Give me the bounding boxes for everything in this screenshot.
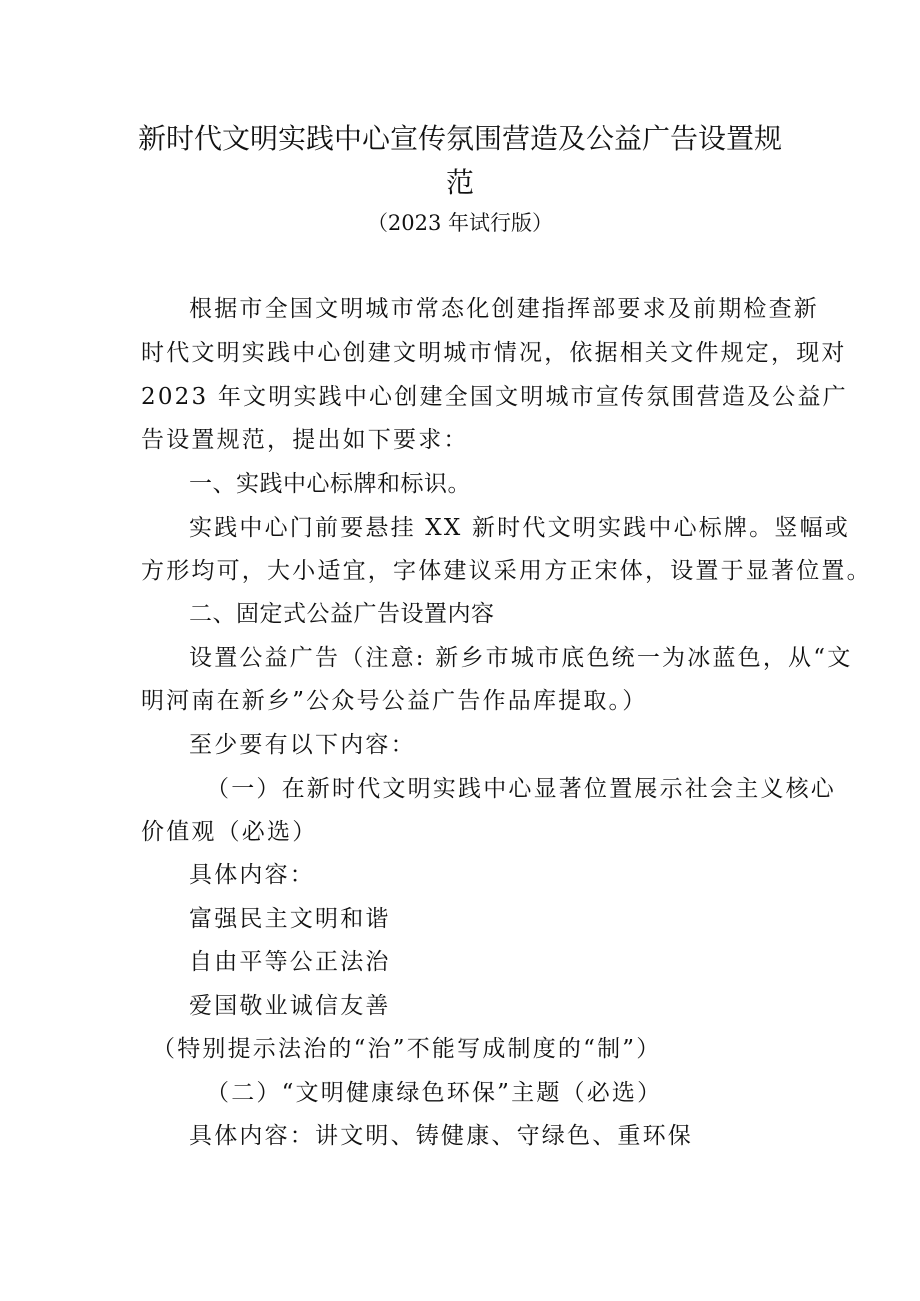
- item-2-heading: （二）“文明健康绿色环保”主题（必选）: [206, 1080, 663, 1106]
- item-1-line-1: （一）在新时代文明实践中心显著位置展示社会主义核心: [206, 776, 836, 802]
- core-values-line-1: 富强民主文明和谐: [189, 906, 391, 932]
- document-title-line-1: 新时代文明实践中心宣传氛围营造及公益广告设置规: [137, 122, 782, 155]
- item-2-detail: 具体内容：讲文明、铸健康、守绿色、重环保: [189, 1123, 693, 1149]
- core-values-line-2: 自由平等公正法治: [189, 949, 391, 975]
- section-1-heading: 一、实践中心标牌和标识。: [189, 471, 471, 497]
- document-subtitle: （2023 年试行版）: [366, 211, 554, 235]
- section-1-body-line-1: 实践中心门前要悬挂 XX 新时代文明实践中心标牌。竖幅或: [189, 515, 850, 541]
- intro-line-3: 2023 年文明实践中心创建全国文明城市宣传氛围营造及公益广: [141, 384, 848, 410]
- intro-line-2: 时代文明实践中心创建文明城市情况，依据相关文件规定，现对: [141, 340, 847, 366]
- section-2-body-line-1: 设置公益广告（注意: 新乡市城市底色统一为冰蓝色，从“文: [189, 645, 853, 671]
- section-1-body-line-2: 方形均可，大小适宜，字体建议采用方正宋体，设置于显著位置。: [141, 558, 872, 584]
- item-1-detail-label: 具体内容：: [189, 862, 315, 888]
- min-content-label: 至少要有以下内容：: [189, 732, 416, 758]
- section-2-body-line-2: 明河南在新乡”公众号公益广告作品库提取。）: [141, 688, 648, 714]
- section-2-heading: 二、固定式公益广告设置内容: [189, 601, 495, 627]
- document-title-line-2: 范: [445, 166, 474, 199]
- item-1-line-2: 价值观（必选）: [141, 819, 318, 845]
- intro-line-1: 根据市全国文明城市常态化创建指挥部要求及前期检查新: [189, 296, 819, 322]
- core-values-line-3: 爱国敬业诚信友善: [189, 993, 391, 1019]
- special-note: （特别提示法治的“治”不能写成制度的“制”）: [152, 1036, 662, 1062]
- intro-line-4: 告设置规范，提出如下要求：: [141, 427, 469, 453]
